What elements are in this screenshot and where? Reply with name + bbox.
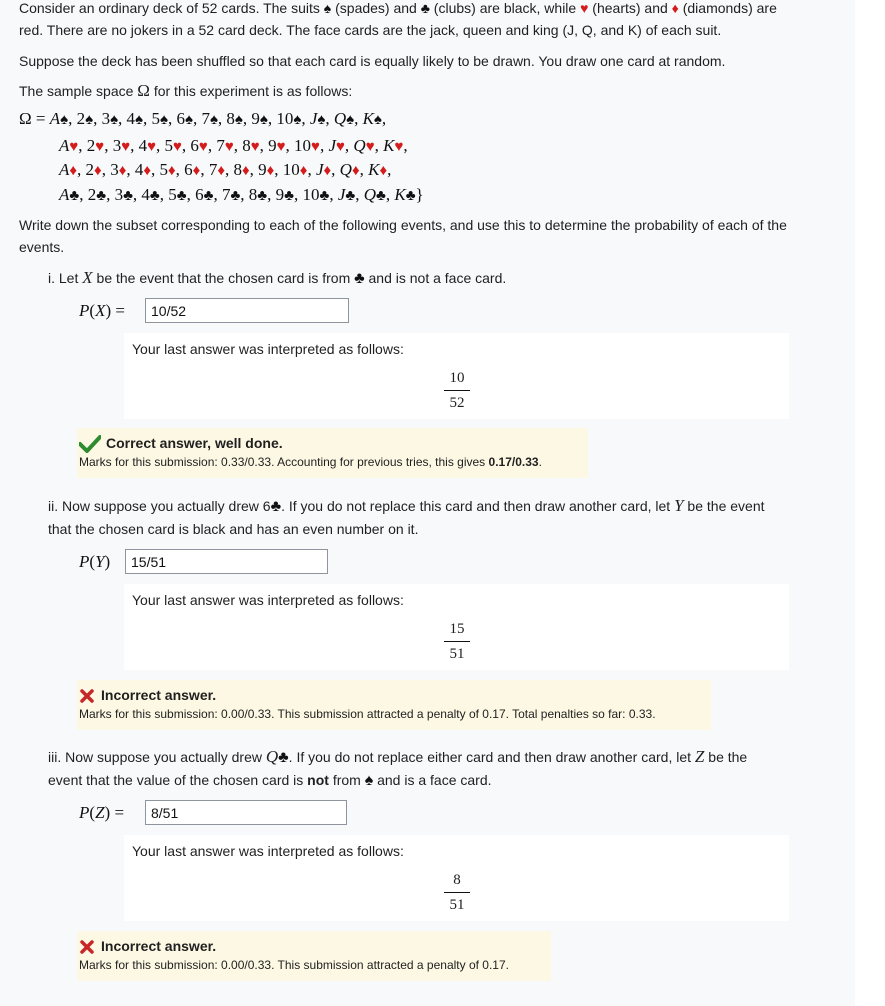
intro-segment: (diamonds) are <box>678 0 777 16</box>
intro-text <box>19 0 829 41</box>
preview-label: Your last answer was interpreted as follows: <box>132 341 404 357</box>
sample-space-text <box>19 80 829 102</box>
cross-icon <box>79 688 95 704</box>
feedback-status: Correct answer, well done. <box>106 435 283 451</box>
feedback-status: Incorrect answer. <box>101 938 217 954</box>
spade-icon: ♠ <box>364 772 374 789</box>
event-variable: Y <box>674 496 684 515</box>
feedback-marks <box>79 453 582 472</box>
club-icon: ♣ <box>354 270 365 287</box>
event-variable: X <box>82 268 93 287</box>
part-iii-feedback <box>77 931 551 981</box>
intro-segment: Consider an ordinary deck of 52 cards. The suits <box>19 0 324 16</box>
preview-fraction <box>444 369 470 412</box>
preview-fraction <box>444 620 470 663</box>
spade-icon: ♠ <box>323 0 332 16</box>
fraction-numerator: 10 <box>449 370 465 386</box>
feedback-title <box>79 434 582 453</box>
question-segment: and is a face card. <box>373 772 492 788</box>
part-ii-answer-preview <box>124 584 789 670</box>
question-segment: ii. Now suppose you actually drew 6 <box>48 498 271 514</box>
club-icon: ♣ <box>270 498 282 515</box>
sample-space-line-spades: Ω = A♠, 2♠, 3♠, 4♠, 5♠, 6♠, 7♠, 8♠, 9♠, 10♠, J♠, Q♠, K♠, <box>19 109 387 128</box>
instructions-text: Write down the subset corresponding to each of the following events, and use this to determine the probability of each of the events. <box>19 217 787 255</box>
question-segment: i. Let <box>48 270 83 286</box>
fraction-numerator: 15 <box>449 621 465 637</box>
intro-segment: for this experiment is as follows: <box>149 83 353 99</box>
feedback-title <box>79 686 705 705</box>
question-segment: be the event <box>683 498 765 514</box>
check-icon <box>79 435 101 453</box>
part-ii-answer-input[interactable] <box>125 549 328 574</box>
club-icon: ♣ <box>420 0 430 16</box>
fraction-numerator: 8 <box>453 872 461 888</box>
part-i-question <box>48 267 838 290</box>
fraction-bar <box>444 892 470 893</box>
marks-text: . <box>538 455 542 469</box>
intro-segment: red. There are no jokers in a 52 card deck. The face cards are the jack, queen and king (J, Q, and K) of each suit. <box>19 22 722 38</box>
fraction-denominator: 52 <box>449 395 465 411</box>
question-segment: . If you do not replace this card and then draw another card, let <box>281 498 675 514</box>
part-i-answer-preview <box>124 333 789 419</box>
cross-icon <box>79 939 95 955</box>
preview-fraction <box>444 871 470 914</box>
part-ii-prob-label: P(Y) <box>79 552 111 571</box>
fraction-denominator: 51 <box>449 897 465 913</box>
intro-segment: (clubs) are black, while <box>429 0 581 16</box>
heart-icon: ♥ <box>580 0 589 16</box>
question-segment: be the event that the chosen card is from <box>92 270 355 286</box>
question-emphasis: not <box>307 772 329 788</box>
sample-space-line-hearts: A♥, 2♥, 3♥, 4♥, 5♥, 6♥, 7♥, 8♥, 9♥, 10♥, J♥, Q♥, K♥, <box>59 136 408 155</box>
feedback-status: Incorrect answer. <box>101 687 217 703</box>
part-iii-answer-input[interactable] <box>145 800 347 825</box>
preview-label: Your last answer was interpreted as follows: <box>132 843 404 859</box>
question-segment: . If you do not replace either card and then draw another card, let <box>288 749 695 765</box>
marks-total: 0.17/0.33 <box>488 455 539 469</box>
part-i-answer-input[interactable] <box>145 298 349 323</box>
question-segment: be the <box>704 749 748 765</box>
question-segment: from <box>328 772 365 788</box>
feedback-title <box>79 937 545 956</box>
part-i-feedback <box>77 428 588 478</box>
part-iii-answer-preview <box>124 835 789 921</box>
sample-space-line-clubs: A♣, 2♣, 3♣, 4♣, 5♣, 6♣, 7♣, 8♣, 9♣, 10♣, J♣, Q♣, K♣} <box>59 185 424 204</box>
fraction-bar <box>444 390 470 391</box>
preview-label: Your last answer was interpreted as follows: <box>132 592 404 608</box>
shuffle-text: Suppose the deck has been shuffled so that each card is equally likely to be drawn. You draw one card at random. <box>19 53 726 69</box>
intro-segment: (spades) and <box>331 0 421 16</box>
fraction-bar <box>444 641 470 642</box>
question-segment: iii. Now suppose you actually drew <box>48 749 266 765</box>
part-ii-question <box>48 495 838 540</box>
feedback-marks: Marks for this submission: 0.00/0.33. This submission attracted a penalty of 0.17. <box>79 958 509 972</box>
question-segment: that the chosen card is black and has an even number on it. <box>48 521 419 537</box>
part-i-prob-label: P(X) = <box>79 301 125 320</box>
part-iii-prob-label: P(Z) = <box>79 803 125 822</box>
fraction-denominator: 51 <box>449 646 465 662</box>
event-variable: Z <box>694 747 705 766</box>
feedback-marks: Marks for this submission: 0.00/0.33. This submission attracted a penalty of 0.17. Total penalties so far: 0.33. <box>79 707 656 721</box>
card-rank: Q <box>265 747 279 766</box>
question-segment: event that the value of the chosen card is <box>48 772 308 788</box>
sample-space-line-diamonds: A♦, 2♦, 3♦, 4♦, 5♦, 6♦, 7♦, 8♦, 9♦, 10♦, J♦, Q♦, K♦, <box>59 160 392 179</box>
intro-segment: (hearts) and <box>588 0 672 16</box>
diamond-icon: ♦ <box>671 0 679 16</box>
part-iii-question <box>48 746 838 792</box>
question-segment: and is not a face card. <box>364 270 507 286</box>
intro-segment: The sample space <box>19 83 138 99</box>
part-ii-feedback <box>77 680 711 730</box>
marks-text: Marks for this submission: 0.33/0.33. Accounting for previous tries, this gives <box>79 455 489 469</box>
omega-symbol: Ω <box>137 81 150 100</box>
club-icon: ♣ <box>278 749 289 766</box>
